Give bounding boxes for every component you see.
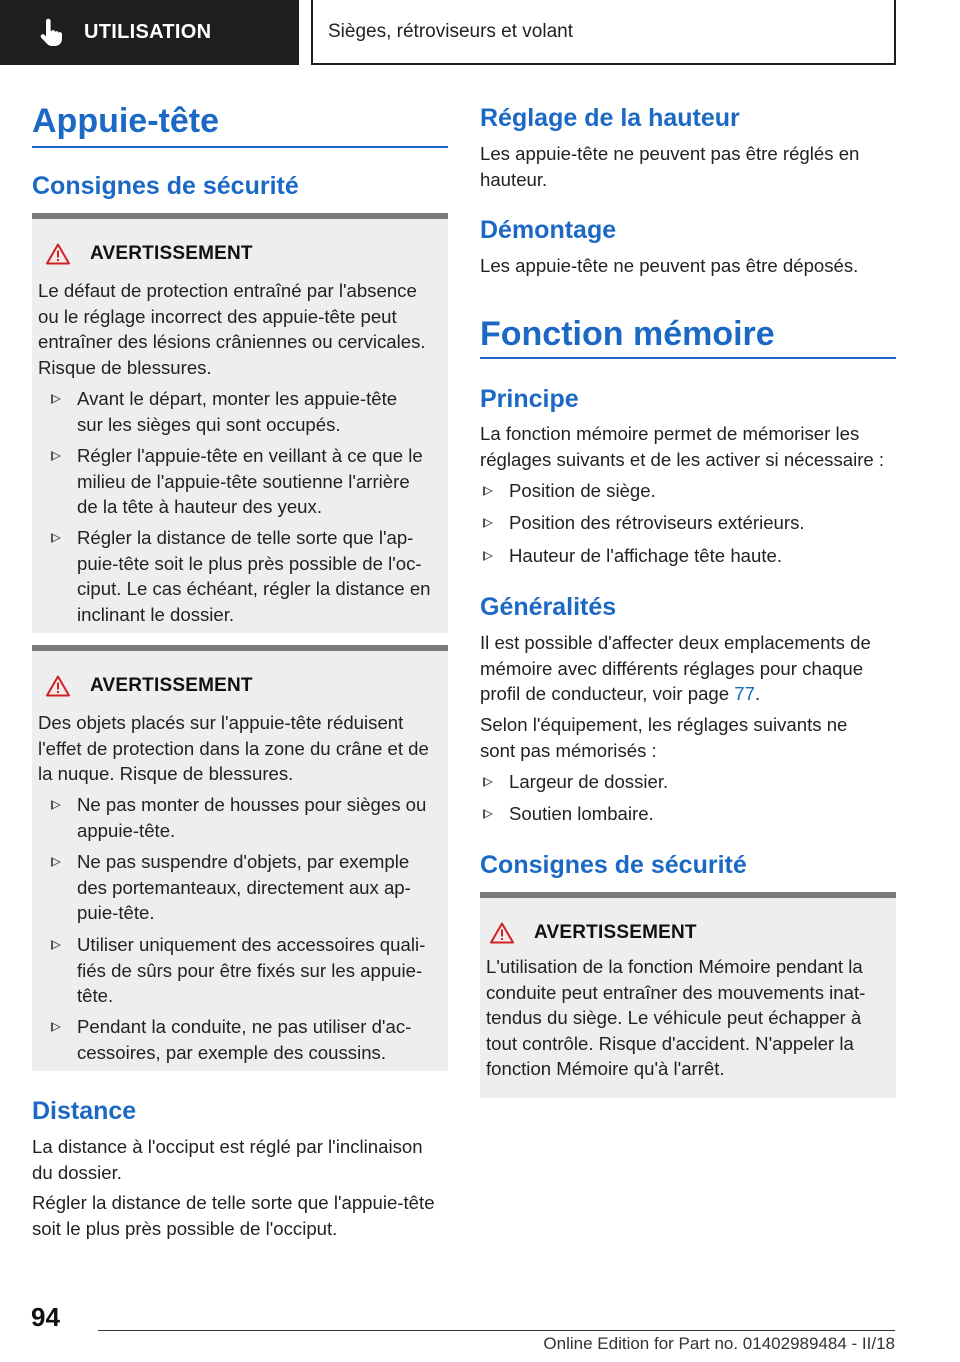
list-item: Régler l'appuie-tête en veillant à ce que le milieu de l'appuie-tête soutienne l'arrière de la tête à hauteur des yeux. [51,443,423,520]
page-title: Appuie-tête [32,102,219,140]
bullet-triangle-icon [51,940,61,950]
list-item: Soutien lombaire. [483,801,654,827]
general-paragraph-2: Selon l'équipement, les réglages suivants ne sont pas mémorisés : [480,714,848,761]
distance-paragraph-2: Régler la distance de telle sorte que l'appuie-tête soit le plus près possible de l'occiput. [32,1192,435,1239]
safety-heading-right: Consignes de sécurité [480,851,747,879]
removal-paragraph: Les appuie-tête ne peuvent pas être déposés. [480,255,859,276]
footer-rule [98,1330,895,1331]
warning-header-1 [46,243,253,265]
bullet-triangle-icon [51,394,61,404]
removal-heading: Démontage [480,216,617,244]
list-item: Hauteur de l'affichage tête haute. [483,543,782,569]
bullet-triangle-icon [483,809,493,819]
warning-2-text: Des objets placés sur l'appuie-tête réduisent l'effet de protection dans la zone du crâne et de la nuque. Risque de blessures. [38,712,429,784]
warning-label: AVERTISSEMENT [534,922,697,943]
warning-1-text: Le défaut de protection entraîné par l'absence ou le réglage incorrect des appuie-tête peut entraîner des lésions crâniennes ou cervicales. Risque de blessures. [38,280,426,378]
general-heading: Généralités [480,593,617,621]
height-paragraph: Les appuie-tête ne peuvent pas être réglés en hauteur. [480,143,860,190]
warning-triangle-icon [46,243,70,265]
list-item: Position des rétroviseurs extérieurs. [483,510,805,536]
bullet-triangle-icon [483,551,493,561]
warning-triangle-icon [490,922,514,944]
hand-pointer-icon [36,18,66,48]
bullet-triangle-icon [51,451,61,461]
memory-rule [480,357,896,359]
list-item: Position de siège. [483,478,656,504]
bullet-triangle-icon [483,518,493,528]
warning-box-3 [480,892,896,1098]
bullet-triangle-icon [51,800,61,810]
list-item: Avant le départ, monter les appuie-tête sur les sièges qui sont occupés. [51,386,397,437]
warning-3-text: L'utilisation de la fonction Mémoire pendant la conduite peut entraîner des mouvements inat‐ tendus du siège. Le véhicule peut échapper à tout contrôle. Risque d'accident. N'appeler la fonction Mémoire qu'à l'arrêt. [486,956,866,1079]
bullet-triangle-icon [51,533,61,543]
distance-paragraph-1: La distance à l'occiput est réglé par l'inclinaison du dossier. [32,1136,423,1183]
list-item: Ne pas monter de housses pour sièges ou appuie-tête. [51,792,426,843]
list-item: Largeur de dossier. [483,769,668,795]
distance-heading: Distance [32,1097,137,1125]
section-title: UTILISATION [84,21,212,43]
general-paragraph-1: Il est possible d'affecter deux emplacements de mémoire avec différents réglages pour chaque profil de conducteur, voir page 77. [480,632,871,704]
edition-note: Online Edition for Part no. 01402989484 - II/18 [543,1334,895,1353]
warning-triangle-icon [46,675,70,697]
list-item: Pendant la conduite, ne pas utiliser d'ac‐ cessoires, par exemple des coussins. [51,1014,411,1065]
page-number: 94 [31,1302,60,1332]
warning-box-1 [32,213,448,633]
bullet-triangle-icon [483,486,493,496]
bullet-triangle-icon [51,1022,61,1032]
warning-header-3 [490,922,697,944]
warning-label: AVERTISSEMENT [90,243,253,264]
memory-title: Fonction mémoire [480,315,775,353]
list-item: Utiliser uniquement des accessoires quali‐ fiés de sûrs pour être fixés sur les appuie- tête. [51,932,425,1009]
bullet-triangle-icon [51,857,61,867]
warning-label: AVERTISSEMENT [90,675,253,696]
title-rule [32,146,448,148]
principle-paragraph: La fonction mémoire permet de mémoriser les réglages suivants et de les activer si nécessaire : [480,423,885,470]
section-tab [0,0,299,65]
list-item: Régler la distance de telle sorte que l'ap‐ puie-tête soit le plus près possible de l'oc‐ ciput. Le cas échéant, régler la distance en inclinant le dossier. [51,525,431,627]
bullet-triangle-icon [483,777,493,787]
chapter-tab [311,0,896,65]
warning-header-2 [46,675,253,697]
warning-box-2 [32,645,448,1071]
principle-heading: Principe [480,385,579,413]
chapter-title: Sièges, rétroviseurs et volant [328,20,574,42]
safety-heading-left: Consignes de sécurité [32,172,299,200]
height-heading: Réglage de la hauteur [480,104,740,132]
list-item: Ne pas suspendre d'objets, par exemple des portemanteaux, directement aux ap‐ puie-tête. [51,849,411,926]
page-reference-link[interactable]: 77 [734,683,755,704]
